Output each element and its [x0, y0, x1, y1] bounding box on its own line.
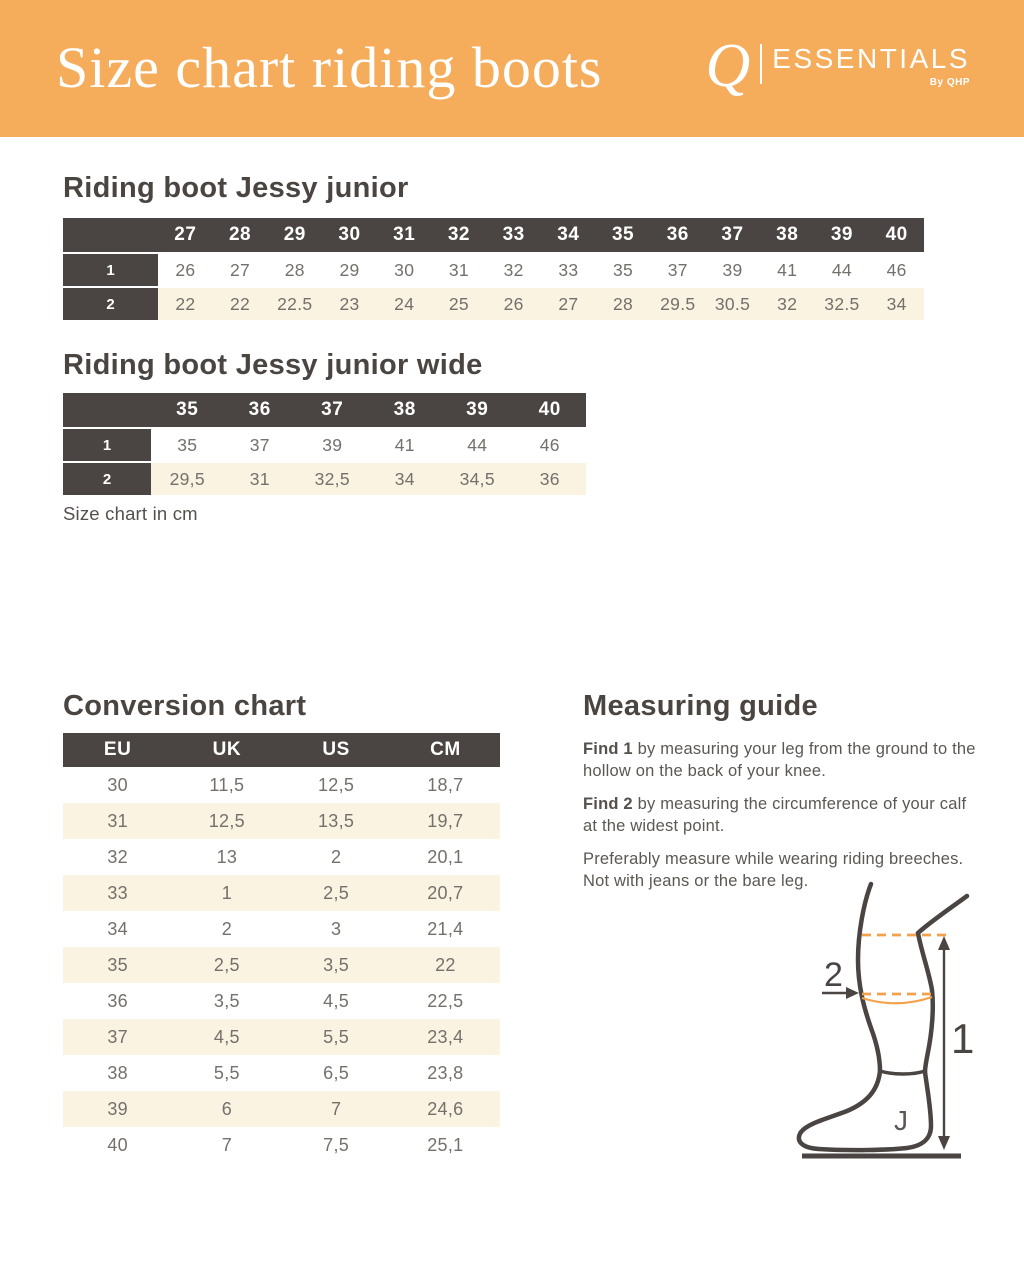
size-value-cell: 44 [815, 254, 870, 286]
conversion-value-cell: 7,5 [282, 1127, 391, 1163]
size-value-cell: 34,5 [441, 463, 514, 495]
measure-label-1: 1 [951, 1015, 975, 1062]
size-value-cell: 25 [432, 288, 487, 320]
size-value-cell: 22 [213, 288, 268, 320]
size-value-cell: 46 [869, 254, 924, 286]
brand-name: ESSENTIALS [772, 43, 970, 74]
foot-outline [799, 1071, 931, 1150]
size-column-header: 37 [296, 393, 369, 427]
sock-line [880, 1071, 925, 1074]
conversion-value-cell: 13 [172, 839, 281, 875]
size-value-cell: 35 [596, 254, 651, 286]
conversion-value-cell: 22,5 [391, 983, 500, 1019]
conversion-value-cell: 39 [63, 1091, 172, 1127]
size-value-cell: 32,5 [296, 463, 369, 495]
conversion-value-cell: 1 [172, 875, 281, 911]
conversion-column-header: CM [391, 733, 500, 767]
size-column-header: 39 [441, 393, 514, 427]
row-label: 2 [63, 463, 151, 495]
conversion-value-cell: 23,4 [391, 1019, 500, 1055]
size-column-header: 39 [815, 218, 870, 252]
size-value-cell: 31 [224, 463, 297, 495]
conversion-value-cell: 35 [63, 947, 172, 983]
page-title: Size chart riding boots [56, 35, 603, 100]
conversion-value-cell: 19,7 [391, 803, 500, 839]
size-value-cell: 41 [760, 254, 815, 286]
size-chart-unit-caption: Size chart in cm [63, 503, 198, 524]
size-value-cell: 36 [514, 463, 587, 495]
size-value-cell: 22.5 [267, 288, 322, 320]
conversion-value-cell: 5,5 [172, 1055, 281, 1091]
conversion-value-cell: 6 [172, 1091, 281, 1127]
section-title-jessy-junior-wide: Riding boot Jessy junior wide [63, 349, 483, 381]
size-value-cell: 29,5 [151, 463, 224, 495]
size-column-header: 36 [650, 218, 705, 252]
size-value-cell: 26 [158, 254, 213, 286]
size-value-cell: 30.5 [705, 288, 760, 320]
table-corner-cell [63, 393, 151, 427]
size-value-cell: 31 [432, 254, 487, 286]
conversion-value-cell: 2 [282, 839, 391, 875]
size-column-header: 33 [486, 218, 541, 252]
header-banner [0, 0, 1024, 137]
size-value-cell: 28 [596, 288, 651, 320]
size-value-cell: 29.5 [650, 288, 705, 320]
size-value-cell: 37 [224, 429, 297, 461]
size-column-header: 27 [158, 218, 213, 252]
measuring-guide-paragraph: Find 1 by measuring your leg from the ground to the hollow on the back of your knee. [583, 740, 976, 780]
conversion-value-cell: 31 [63, 803, 172, 839]
conversion-value-cell: 34 [63, 911, 172, 947]
ankle-mark: J [894, 1105, 908, 1136]
leg-measurement-diagram [780, 880, 1024, 1180]
size-column-header: 40 [514, 393, 587, 427]
size-column-header: 32 [432, 218, 487, 252]
size-value-cell: 24 [377, 288, 432, 320]
section-title-conversion: Conversion chart [63, 690, 307, 722]
size-value-cell: 29 [322, 254, 377, 286]
conversion-value-cell: 38 [63, 1055, 172, 1091]
conversion-value-cell: 5,5 [282, 1019, 391, 1055]
size-value-cell: 32 [760, 288, 815, 320]
conversion-table [63, 733, 500, 1163]
conversion-value-cell: 4,5 [282, 983, 391, 1019]
size-value-cell: 44 [441, 429, 514, 461]
size-value-cell: 23 [322, 288, 377, 320]
conversion-column-header: EU [63, 733, 172, 767]
size-column-header: 31 [377, 218, 432, 252]
size-column-header: 38 [369, 393, 442, 427]
conversion-value-cell: 30 [63, 767, 172, 803]
leg-thigh-outline [918, 896, 967, 933]
size-value-cell: 22 [158, 288, 213, 320]
conversion-value-cell: 7 [282, 1091, 391, 1127]
conversion-column-header: UK [172, 733, 281, 767]
size-value-cell: 33 [541, 254, 596, 286]
conversion-value-cell: 6,5 [282, 1055, 391, 1091]
conversion-column-header: US [282, 733, 391, 767]
brand-logo [705, 32, 970, 100]
conversion-value-cell: 3,5 [282, 947, 391, 983]
conversion-value-cell: 3,5 [172, 983, 281, 1019]
size-value-cell: 37 [650, 254, 705, 286]
conversion-value-cell: 2,5 [172, 947, 281, 983]
size-value-cell: 26 [486, 288, 541, 320]
size-column-header: 34 [541, 218, 596, 252]
conversion-value-cell: 21,4 [391, 911, 500, 947]
conversion-value-cell: 13,5 [282, 803, 391, 839]
size-value-cell: 46 [514, 429, 587, 461]
size-value-cell: 27 [213, 254, 268, 286]
conversion-value-cell: 37 [63, 1019, 172, 1055]
conversion-value-cell: 2,5 [282, 875, 391, 911]
size-column-header: 35 [596, 218, 651, 252]
size-column-header: 35 [151, 393, 224, 427]
row-label: 1 [63, 429, 151, 461]
conversion-value-cell: 20,7 [391, 875, 500, 911]
size-value-cell: 39 [296, 429, 369, 461]
size-value-cell: 41 [369, 429, 442, 461]
size-value-cell: 28 [267, 254, 322, 286]
size-column-header: 36 [224, 393, 297, 427]
size-value-cell: 27 [541, 288, 596, 320]
conversion-value-cell: 18,7 [391, 767, 500, 803]
conversion-value-cell: 40 [63, 1127, 172, 1163]
conversion-value-cell: 22 [391, 947, 500, 983]
measuring-guide-paragraph: Preferably measure while wearing riding breeches. Not with jeans or the bare leg. [583, 850, 964, 890]
size-value-cell: 32.5 [815, 288, 870, 320]
conversion-value-cell: 23,8 [391, 1055, 500, 1091]
conversion-value-cell: 12,5 [172, 803, 281, 839]
conversion-value-cell: 2 [172, 911, 281, 947]
size-column-header: 28 [213, 218, 268, 252]
measuring-guide-paragraph: Find 2 by measuring the circumference of your calf at the widest point. [583, 795, 967, 835]
calf-circumference-arc [862, 997, 932, 1003]
size-table-jessy-junior [63, 218, 924, 320]
row-label: 1 [63, 254, 158, 286]
conversion-value-cell: 12,5 [282, 767, 391, 803]
conversion-value-cell: 4,5 [172, 1019, 281, 1055]
size-column-header: 40 [869, 218, 924, 252]
size-column-header: 37 [705, 218, 760, 252]
size-value-cell: 32 [486, 254, 541, 286]
conversion-value-cell: 11,5 [172, 767, 281, 803]
size-column-header: 30 [322, 218, 377, 252]
size-column-header: 29 [267, 218, 322, 252]
brand-byline: By QHP [929, 77, 970, 88]
leg-shin-outline [918, 933, 933, 1072]
section-title-measuring-guide: Measuring guide [583, 690, 818, 722]
brand-q-letter: Q [705, 32, 751, 100]
size-value-cell: 34 [869, 288, 924, 320]
conversion-value-cell: 25,1 [391, 1127, 500, 1163]
conversion-value-cell: 20,1 [391, 839, 500, 875]
size-value-cell: 35 [151, 429, 224, 461]
height-measure-arrow [938, 936, 950, 1150]
measure-label-2: 2 [824, 956, 843, 994]
table-corner-cell [63, 218, 158, 252]
conversion-value-cell: 33 [63, 875, 172, 911]
conversion-value-cell: 24,6 [391, 1091, 500, 1127]
row-label: 2 [63, 288, 158, 320]
brand-divider [760, 44, 762, 84]
size-table-jessy-junior-wide [63, 393, 586, 495]
section-title-jessy-junior: Riding boot Jessy junior [63, 172, 409, 204]
conversion-value-cell: 32 [63, 839, 172, 875]
size-value-cell: 39 [705, 254, 760, 286]
size-column-header: 38 [760, 218, 815, 252]
size-value-cell: 30 [377, 254, 432, 286]
conversion-value-cell: 3 [282, 911, 391, 947]
leg-left-outline [858, 884, 880, 1071]
conversion-value-cell: 36 [63, 983, 172, 1019]
conversion-value-cell: 7 [172, 1127, 281, 1163]
size-value-cell: 34 [369, 463, 442, 495]
